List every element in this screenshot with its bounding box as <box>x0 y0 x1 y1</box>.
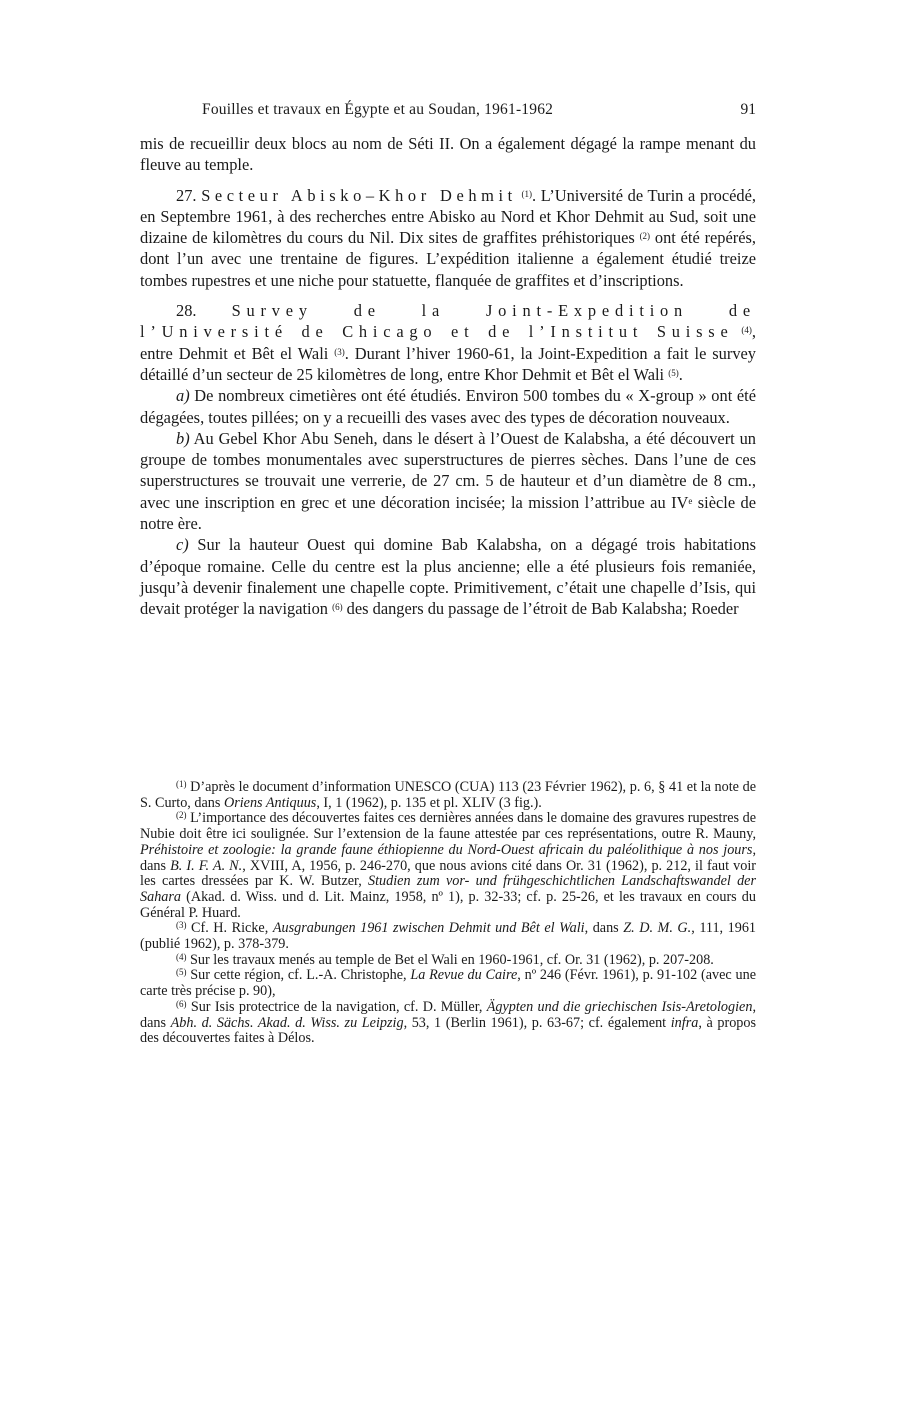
footnote-text: , dans <box>140 841 756 874</box>
section-text: , entre Dehmit et Bêt el Wali <box>140 322 756 363</box>
footnote-text: Sur les travaux menés au temple de Bet el Wali en 1960-1961, cf. Or. 31 (1962), p. 207-208. <box>186 951 714 968</box>
footnote-text: (Akad. d. Wiss. und d. Lit. Mainz, 1958, nº 1), p. 32-33; cf. p. 25-26, et les travaux en cours du Général P. Huard. <box>140 888 756 921</box>
item-b <box>140 428 756 534</box>
section-heading: Survey de la Joint-Expedition de l’Université de Chicago et de l’Institut Suisse <box>140 301 756 342</box>
section-text: . <box>678 364 683 384</box>
item-text: siècle de notre ère. <box>140 492 757 534</box>
footnote-title: Préhistoire et zoologie: la grande faune éthiopienne du Nord-Ouest africain du paléolithique à nos jours <box>140 841 753 858</box>
footnote-title: infra <box>670 1014 699 1031</box>
section-heading: Secteur Abisko–Khor Dehmit <box>201 185 517 205</box>
page-number: 91 <box>740 101 756 118</box>
section-number: 28. <box>176 301 197 321</box>
running-title: Fouilles et travaux en Égypte et au Soudan, 1961-1962 <box>202 101 554 118</box>
running-header <box>140 101 760 125</box>
section-number: 27. <box>176 185 197 205</box>
footnote-title: La Revue du Caire <box>410 967 518 984</box>
footnote-mark: (6) <box>176 998 187 1009</box>
section-text: . L’Université de Turin a procédé, en Septembre 1961, à des recherches entre Abisko au Nord et Khor Dehmit au Sud, soit une dizaine de kilomètres du cours du Nil. Dix sites de graffites préhistoriques <box>140 185 756 248</box>
footnote-mark: (4) <box>176 951 187 962</box>
footnote-text: , XVIII, A, 1956, p. 246-270, que nous avions cité dans Or. 31 (1962), p. 212, il faut voir les cartes dressées par K. W. Butzer, <box>140 857 756 890</box>
main-text <box>140 133 756 620</box>
footnote-text: , à propos des découvertes faites à Délos. <box>140 1014 756 1047</box>
footnote-text: , dans <box>584 920 624 937</box>
footnote-text: , dans <box>140 998 756 1031</box>
footnote-text: , 111, 1961 (publié 1962), p. 378-379. <box>140 920 757 953</box>
item-a <box>140 385 756 428</box>
footnote-title: Ausgrabungen 1961 zwischen Dehmit und Bêt el Wali <box>272 920 585 937</box>
footnote-ref: (4) <box>741 325 752 336</box>
footnote-text: , 53, 1 (Berlin 1961), p. 63-67; cf. également <box>403 1014 671 1031</box>
section-27 <box>140 185 756 291</box>
footnote-ref: (5) <box>668 367 679 378</box>
footnotes <box>140 780 756 1047</box>
footnote-6 <box>140 1000 756 1047</box>
footnote-ref: (1) <box>521 188 532 199</box>
footnote-5 <box>140 968 756 999</box>
footnote-text: L’importance des découvertes faites ces dernières années dans le domaine des gravures rupestres de Nubie doit être ici soulignée. Sur l’extension de la faune attestée par ces représentations, outre R. Mauny, <box>140 810 756 843</box>
footnote-3 <box>140 921 756 952</box>
footnote-text: Cf. H. Ricke, <box>186 920 273 937</box>
item-text: Sur la hauteur Ouest qui domine Bab Kalabsha, on a dégagé trois habitations d’époque romaine. Celle du centre est la plus ancienne; elle a été plusieurs fois remaniée, jusqu’à devenir finalement une chapelle copte. Primitivement, c’était une chapelle d’Isis, qui devait protéger la navigation <box>140 535 756 619</box>
footnote-text: Sur cette région, cf. L.-A. Christophe, <box>186 967 411 984</box>
footnote-title: Oriens Antiquus <box>223 794 317 811</box>
footnote-ref: (2) <box>639 231 651 242</box>
item-text: des dangers du passage de l’étroit de Bab Kalabsha; Roeder <box>342 599 739 619</box>
footnote-title: B. I. F. A. N. <box>170 857 243 874</box>
item-label: b) <box>176 428 190 448</box>
item-label: c) <box>176 535 189 555</box>
footnote-mark: (1) <box>176 779 187 789</box>
footnote-ref: (6) <box>332 602 343 613</box>
footnote-title: Z. D. M. G. <box>623 920 692 937</box>
footnote-text: Sur Isis protectrice de la navigation, cf. D. Müller, <box>186 998 487 1015</box>
footnote-title: Abh. d. Sächs. Akad. d. Wiss. zu Leipzig <box>170 1014 404 1031</box>
footnote-ref: (3) <box>334 346 345 357</box>
footnote-text: , I, 1 (1962), p. 135 et pl. XLIV (3 fig.). <box>316 794 542 811</box>
paragraph-continuation: mis de recueillir deux blocs au nom de Séti II. On a également dégagé la rampe menant du fleuve au temple. <box>140 134 756 175</box>
footnote-text: , nº 246 (Févr. 1961), p. 91-102 (avec une carte très précise p. 90), <box>140 967 756 1000</box>
footnote-title: Studien zum vor- und frühgeschichtlichen Landschaftswandel der Sahara <box>140 873 756 905</box>
footnote-title: Ägypten und die griechischen Isis-Aretologien <box>486 998 753 1015</box>
item-text: De nombreux cimetières ont été étudiés. Environ 500 tombes du « X-group » ont été dégagées, toutes pillées; on y a recueilli des vases avec des types de décoration nouveaux. <box>140 386 756 427</box>
footnote-1 <box>140 780 756 811</box>
section-28 <box>140 300 756 385</box>
footnote-mark: (5) <box>176 967 187 978</box>
section-text: ont été repérés, dont l’un avec une trentaine de figures. L’expédition italienne a également étudié treize tombes rupestres et une niche pour statuette, flanquée de graffites et d’inscriptions. <box>140 228 756 290</box>
footnote-2 <box>140 811 756 921</box>
item-c <box>140 534 756 619</box>
footnote-4 <box>140 953 756 969</box>
footnote-mark: (2) <box>176 810 187 821</box>
footnote-mark: (3) <box>176 920 187 931</box>
item-label: a) <box>176 386 190 406</box>
item-text: Au Gebel Khor Abu Seneh, dans le désert à l’Ouest de Kalabsha, a été découvert un groupe de tombes monumentales avec superstructures de pierres sèches. Dans l’une de ces superstructures se trouvait une verrerie, de 27 cm. 5 de hauteur et d’un diamètre de 8 cm., avec une inscription en grec et une décoration incisée; la mission l’attribue au IV <box>140 428 756 512</box>
footnote-text: D’après le document d’information UNESCO (CUA) 113 (23 Février 1962), p. 6, § 41 et la note de S. Curto, dans <box>140 779 756 811</box>
section-text: . Durant l’hiver 1960-61, la Joint-Expedition a fait le survey détaillé d’un secteur de 25 kilomètres de long, entre Khor Dehmit et Bêt el Wali <box>140 343 756 384</box>
superscript: e <box>688 495 693 506</box>
